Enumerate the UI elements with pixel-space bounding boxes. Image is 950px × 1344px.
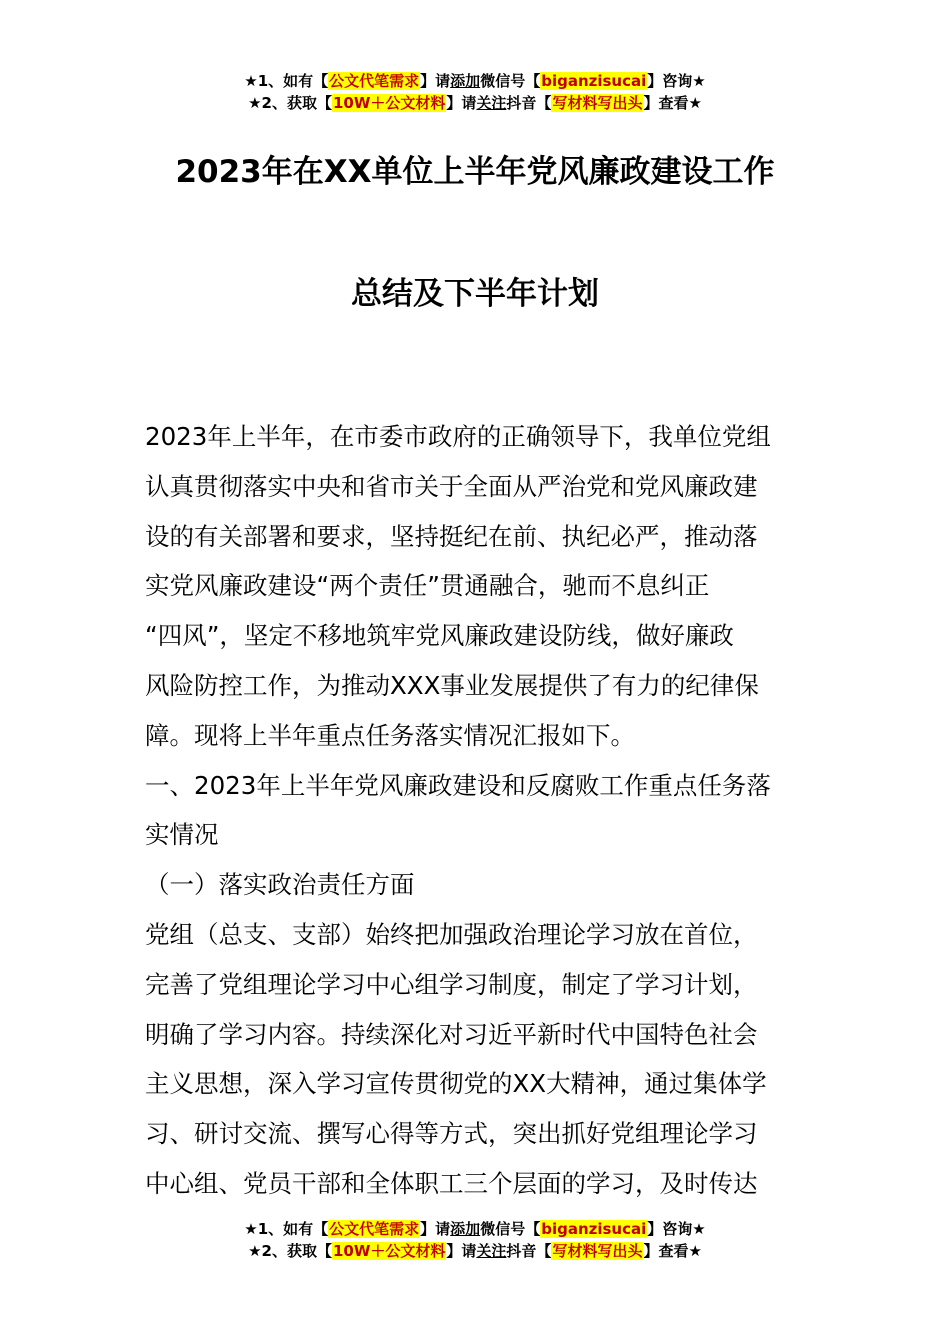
- star-icon: ★: [244, 72, 258, 90]
- body-line: 党组（总支、支部）始终把加强政治理论学习放在首位，: [145, 919, 758, 949]
- document-title-line-2: 总结及下半年计划: [351, 276, 599, 312]
- banner-text: 1、如有【: [257, 1220, 329, 1238]
- banner-highlight: 10W＋公文材料: [332, 1242, 446, 1260]
- banner-text: 微信号【: [480, 72, 541, 90]
- banner-emphasis: 添加: [450, 72, 481, 90]
- banner-highlight: biganzisucai: [541, 1220, 647, 1238]
- body-line: 中心组、党员干部和全体职工三个层面的学习，及时传达: [145, 1168, 758, 1198]
- banner-text: 】请: [446, 1242, 477, 1260]
- star-icon: ★: [688, 94, 702, 112]
- banner-emphasis: 关注: [476, 94, 507, 112]
- banner-emphasis: 添加: [450, 1220, 481, 1238]
- header-banner: [0, 70, 950, 114]
- banner-text: 】请: [446, 94, 477, 112]
- section-heading: 一、2023年上半年党风廉政建设和反腐败工作重点任务落: [145, 770, 771, 800]
- banner-highlight: 公文代笔需求: [329, 72, 420, 90]
- banner-highlight: 写材料写出头: [552, 1242, 643, 1260]
- banner-text: 】请: [420, 72, 451, 90]
- banner-text: 1、如有【: [257, 72, 329, 90]
- banner-text: 2、获取【: [261, 94, 332, 112]
- body-line: 2023年上半年，在市委市政府的正确领导下，我单位党组: [145, 422, 771, 451]
- star-icon: ★: [248, 1242, 262, 1260]
- section-heading: 实情况: [145, 820, 219, 850]
- body-line: 习、研讨交流、撰写心得等方式，突出抓好党组理论学习: [145, 1119, 758, 1149]
- star-icon: ★: [244, 1220, 258, 1238]
- body-line: 认真贯彻落实中央和省市关于全面从严治党和党风廉政建: [145, 471, 758, 501]
- star-icon: ★: [692, 72, 706, 90]
- banner-text: 】查看: [643, 1242, 689, 1260]
- banner-text: 】请: [420, 1220, 451, 1238]
- star-icon: ★: [688, 1242, 702, 1260]
- body-line: 实党风廉政建设“两个责任”贯通融合，驰而不息纠正: [145, 571, 710, 601]
- banner-highlight: 公文代笔需求: [329, 1220, 420, 1238]
- subsection-heading: （一）落实政治责任方面: [145, 870, 415, 900]
- star-icon: ★: [248, 94, 262, 112]
- banner-text: 】查看: [643, 94, 689, 112]
- banner-emphasis: 关注: [476, 1242, 507, 1260]
- banner-highlight: 写材料写出头: [552, 94, 643, 112]
- banner-text: 】咨询: [647, 72, 693, 90]
- body-line: 设的有关部署和要求，坚持挺纪在前、执纪必严，推动落: [145, 521, 758, 551]
- footer-banner: [0, 1218, 950, 1262]
- document-body: [145, 412, 810, 1209]
- banner-line-2: [0, 92, 950, 114]
- banner-text: 】咨询: [647, 1220, 693, 1238]
- banner-text: 2、获取【: [261, 1242, 332, 1260]
- body-line: 明确了学习内容。持续深化对习近平新时代中国特色社会: [145, 1019, 758, 1049]
- document-title-line-1: 2023年在XX单位上半年党风廉政建设工作: [175, 154, 775, 190]
- body-line: “四风”，坚定不移地筑牢党风廉政建设防线，做好廉政: [145, 621, 734, 651]
- banner-text: 抖音【: [506, 1242, 552, 1260]
- body-line: 完善了党组理论学习中心组学习制度，制定了学习计划，: [145, 969, 758, 999]
- banner-highlight: 10W＋公文材料: [332, 94, 446, 112]
- banner-text: 微信号【: [480, 1220, 541, 1238]
- body-line: 风险防控工作，为推动XXX事业发展提供了有力的纪律保: [145, 670, 759, 700]
- banner-line-2: [0, 1240, 950, 1262]
- star-icon: ★: [692, 1220, 706, 1238]
- banner-line-1: [0, 70, 950, 92]
- banner-text: 抖音【: [506, 94, 552, 112]
- body-line: 主义思想，深入学习宣传贯彻党的XX大精神，通过集体学: [145, 1069, 767, 1099]
- banner-line-1: [0, 1218, 950, 1240]
- body-line: 障。现将上半年重点任务落实情况汇报如下。: [145, 720, 635, 750]
- banner-highlight: biganzisucai: [541, 72, 647, 90]
